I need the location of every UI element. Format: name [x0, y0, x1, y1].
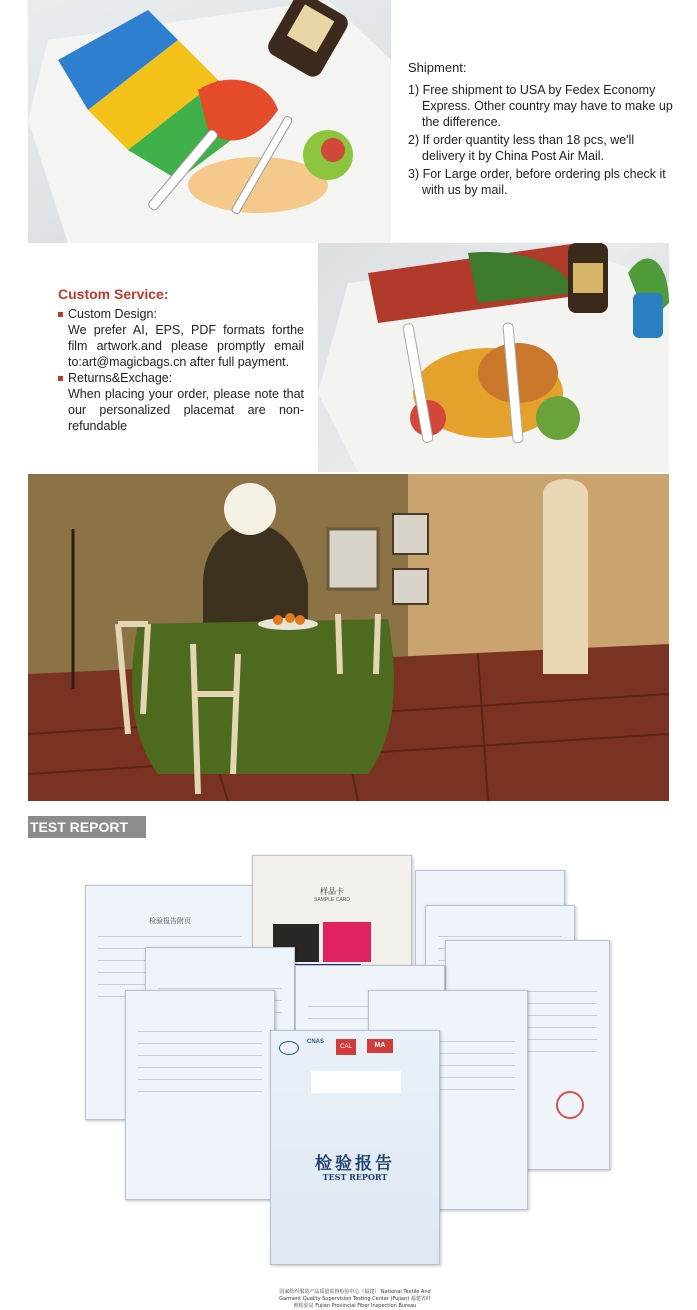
test-report-certificates [80, 855, 615, 1309]
shipment-info [408, 60, 678, 200]
custom-design-text: We prefer AI, EPS, PDF formats forthe film artwork.and please promptly email to:art@magicbags.cn after full payment. [68, 323, 304, 369]
report-cover [270, 1030, 440, 1309]
returns-label: Returns&Exchage: [58, 370, 304, 386]
logo-cnas: CNAS [307, 1039, 325, 1045]
report-cover-subtitle: TEST REPORT [322, 1172, 388, 1182]
redacted-box [311, 1071, 401, 1093]
placemat-photo-fruit [318, 243, 669, 472]
shipment-item: 2) If order quantity less than 18 pcs, we'll delivery it by China Post Air Mail. [408, 133, 635, 163]
shipment-item: 1) Free shipment to USA by Fedex Economy Express. Other country may have to make up the difference. [408, 83, 673, 129]
returns-text: When placing your order, please note that our personalized placemat are non-refundable [68, 387, 304, 433]
sample-card-title: 样品卡 [320, 887, 344, 896]
logo-cal: CAL [336, 1039, 356, 1055]
custom-design-label: Custom Design: [58, 306, 304, 322]
placemat-photo-tropical [28, 0, 391, 243]
shipment-item: 3) For Large order, before ordering pls check it with us by mail. [408, 167, 666, 197]
fabric-swatch-pink [323, 922, 371, 962]
report-cover-title: 检验报告 [315, 1154, 395, 1174]
logo-icon [279, 1041, 299, 1055]
shipment-list [408, 82, 678, 198]
custom-service-heading: Custom Service: [58, 286, 169, 302]
custom-service-info [58, 286, 304, 434]
logo-ma: MA [367, 1039, 393, 1053]
sample-card-subtitle: SAMPLE CARD [314, 897, 350, 903]
shipment-heading: Shipment: [408, 60, 467, 75]
test-report-label: TEST REPORT [28, 816, 146, 838]
report-cover-organization: 国家纺织服装产品质量监督检验中心（福建） National Textile And Garment Quality Supervision Testing Center (Fujian) 福建省纤维检验局 Fujian Provincial Fiber Inspection Bureau [279, 1289, 431, 1309]
dining-room-photo [28, 474, 669, 801]
red-seal [556, 1091, 584, 1119]
report-sheet [125, 990, 275, 1200]
report-sheet-title: 检验报告附页 [149, 917, 191, 925]
